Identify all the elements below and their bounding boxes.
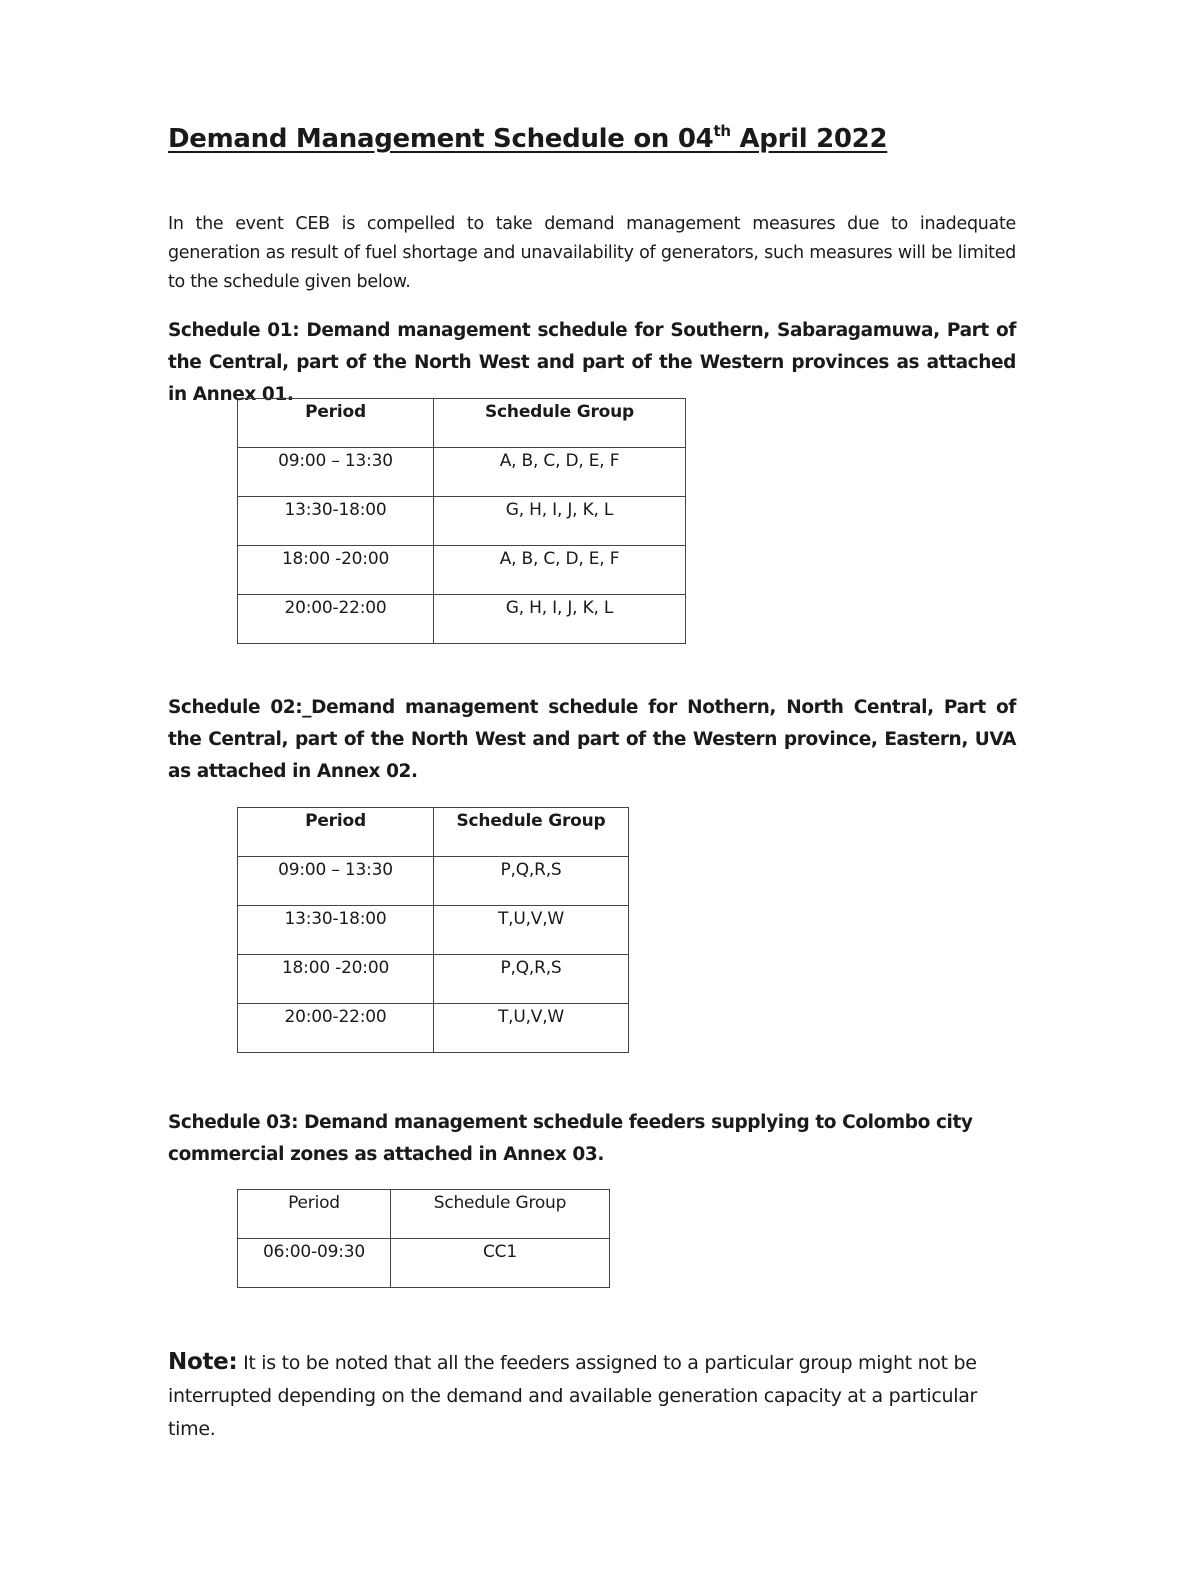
period-cell: 06:00-09:30 (238, 1239, 391, 1288)
schedule-03-table (237, 1189, 610, 1288)
table-row (238, 1004, 629, 1053)
schedule-01-table (237, 398, 686, 644)
schedule-01-heading: Schedule 01: Demand management schedule for Southern, Sabaragamuwa, Part of the Central, part of the North West and part of the Western provinces as attached in Annex 01. (168, 320, 1016, 405)
group-cell: G, H, I, J, K, L (434, 497, 686, 546)
table-row (238, 1239, 610, 1288)
period-cell: 18:00 -20:00 (238, 955, 434, 1004)
group-cell: T,U,V,W (434, 906, 629, 955)
group-cell: A, B, C, D, E, F (434, 448, 686, 497)
period-cell: 13:30-18:00 (238, 497, 434, 546)
schedule-02-heading: Schedule 02:_Demand management schedule for Nothern, North Central, Part of the Central, part of the North West and part of the Western province, Eastern, UVA as attached in Annex 02. (168, 697, 1016, 782)
group-cell: P,Q,R,S (434, 955, 629, 1004)
table-row (238, 595, 686, 644)
table-header-row (238, 808, 629, 857)
note-paragraph (168, 1346, 988, 1446)
table-row (238, 497, 686, 546)
table-header-row (238, 1190, 610, 1239)
period-cell: 20:00-22:00 (238, 595, 434, 644)
column-header-period: Period (238, 399, 434, 448)
column-header-period: Period (238, 808, 434, 857)
period-cell: 20:00-22:00 (238, 1004, 434, 1053)
title-text: Demand Management Schedule on 04 (168, 124, 714, 154)
column-header-schedule-group: Schedule Group (434, 808, 629, 857)
column-header-period: Period (238, 1190, 391, 1239)
column-header-schedule-group: Schedule Group (391, 1190, 610, 1239)
schedule-02-table (237, 807, 629, 1053)
table-row (238, 448, 686, 497)
table-row (238, 857, 629, 906)
table-row (238, 906, 629, 955)
schedule-03-heading: Schedule 03: Demand management schedule feeders supplying to Colombo city commercial zones as attached in Annex 03. (168, 1112, 973, 1165)
page-title (168, 124, 887, 154)
group-cell: P,Q,R,S (434, 857, 629, 906)
table-row (238, 955, 629, 1004)
period-cell: 09:00 – 13:30 (238, 448, 434, 497)
table-header-row (238, 399, 686, 448)
note-text: It is to be noted that all the feeders assigned to a particular group might not be interrupted depending on the demand and available generation capacity at a particular time. (168, 1352, 978, 1440)
intro-paragraph: In the event CEB is compelled to take demand management measures due to inadequate generation as result of fuel shortage and unavailability of generators, such measures will be limited to the schedule given below. (168, 214, 1016, 292)
group-cell: T,U,V,W (434, 1004, 629, 1053)
title-date: April 2022 (730, 124, 888, 154)
group-cell: G, H, I, J, K, L (434, 595, 686, 644)
title-superscript: th (713, 122, 731, 140)
group-cell: A, B, C, D, E, F (434, 546, 686, 595)
column-header-schedule-group: Schedule Group (434, 399, 686, 448)
period-cell: 09:00 – 13:30 (238, 857, 434, 906)
period-cell: 13:30-18:00 (238, 906, 434, 955)
note-label: Note: (168, 1349, 238, 1375)
group-cell: CC1 (391, 1239, 610, 1288)
table-row (238, 546, 686, 595)
period-cell: 18:00 -20:00 (238, 546, 434, 595)
